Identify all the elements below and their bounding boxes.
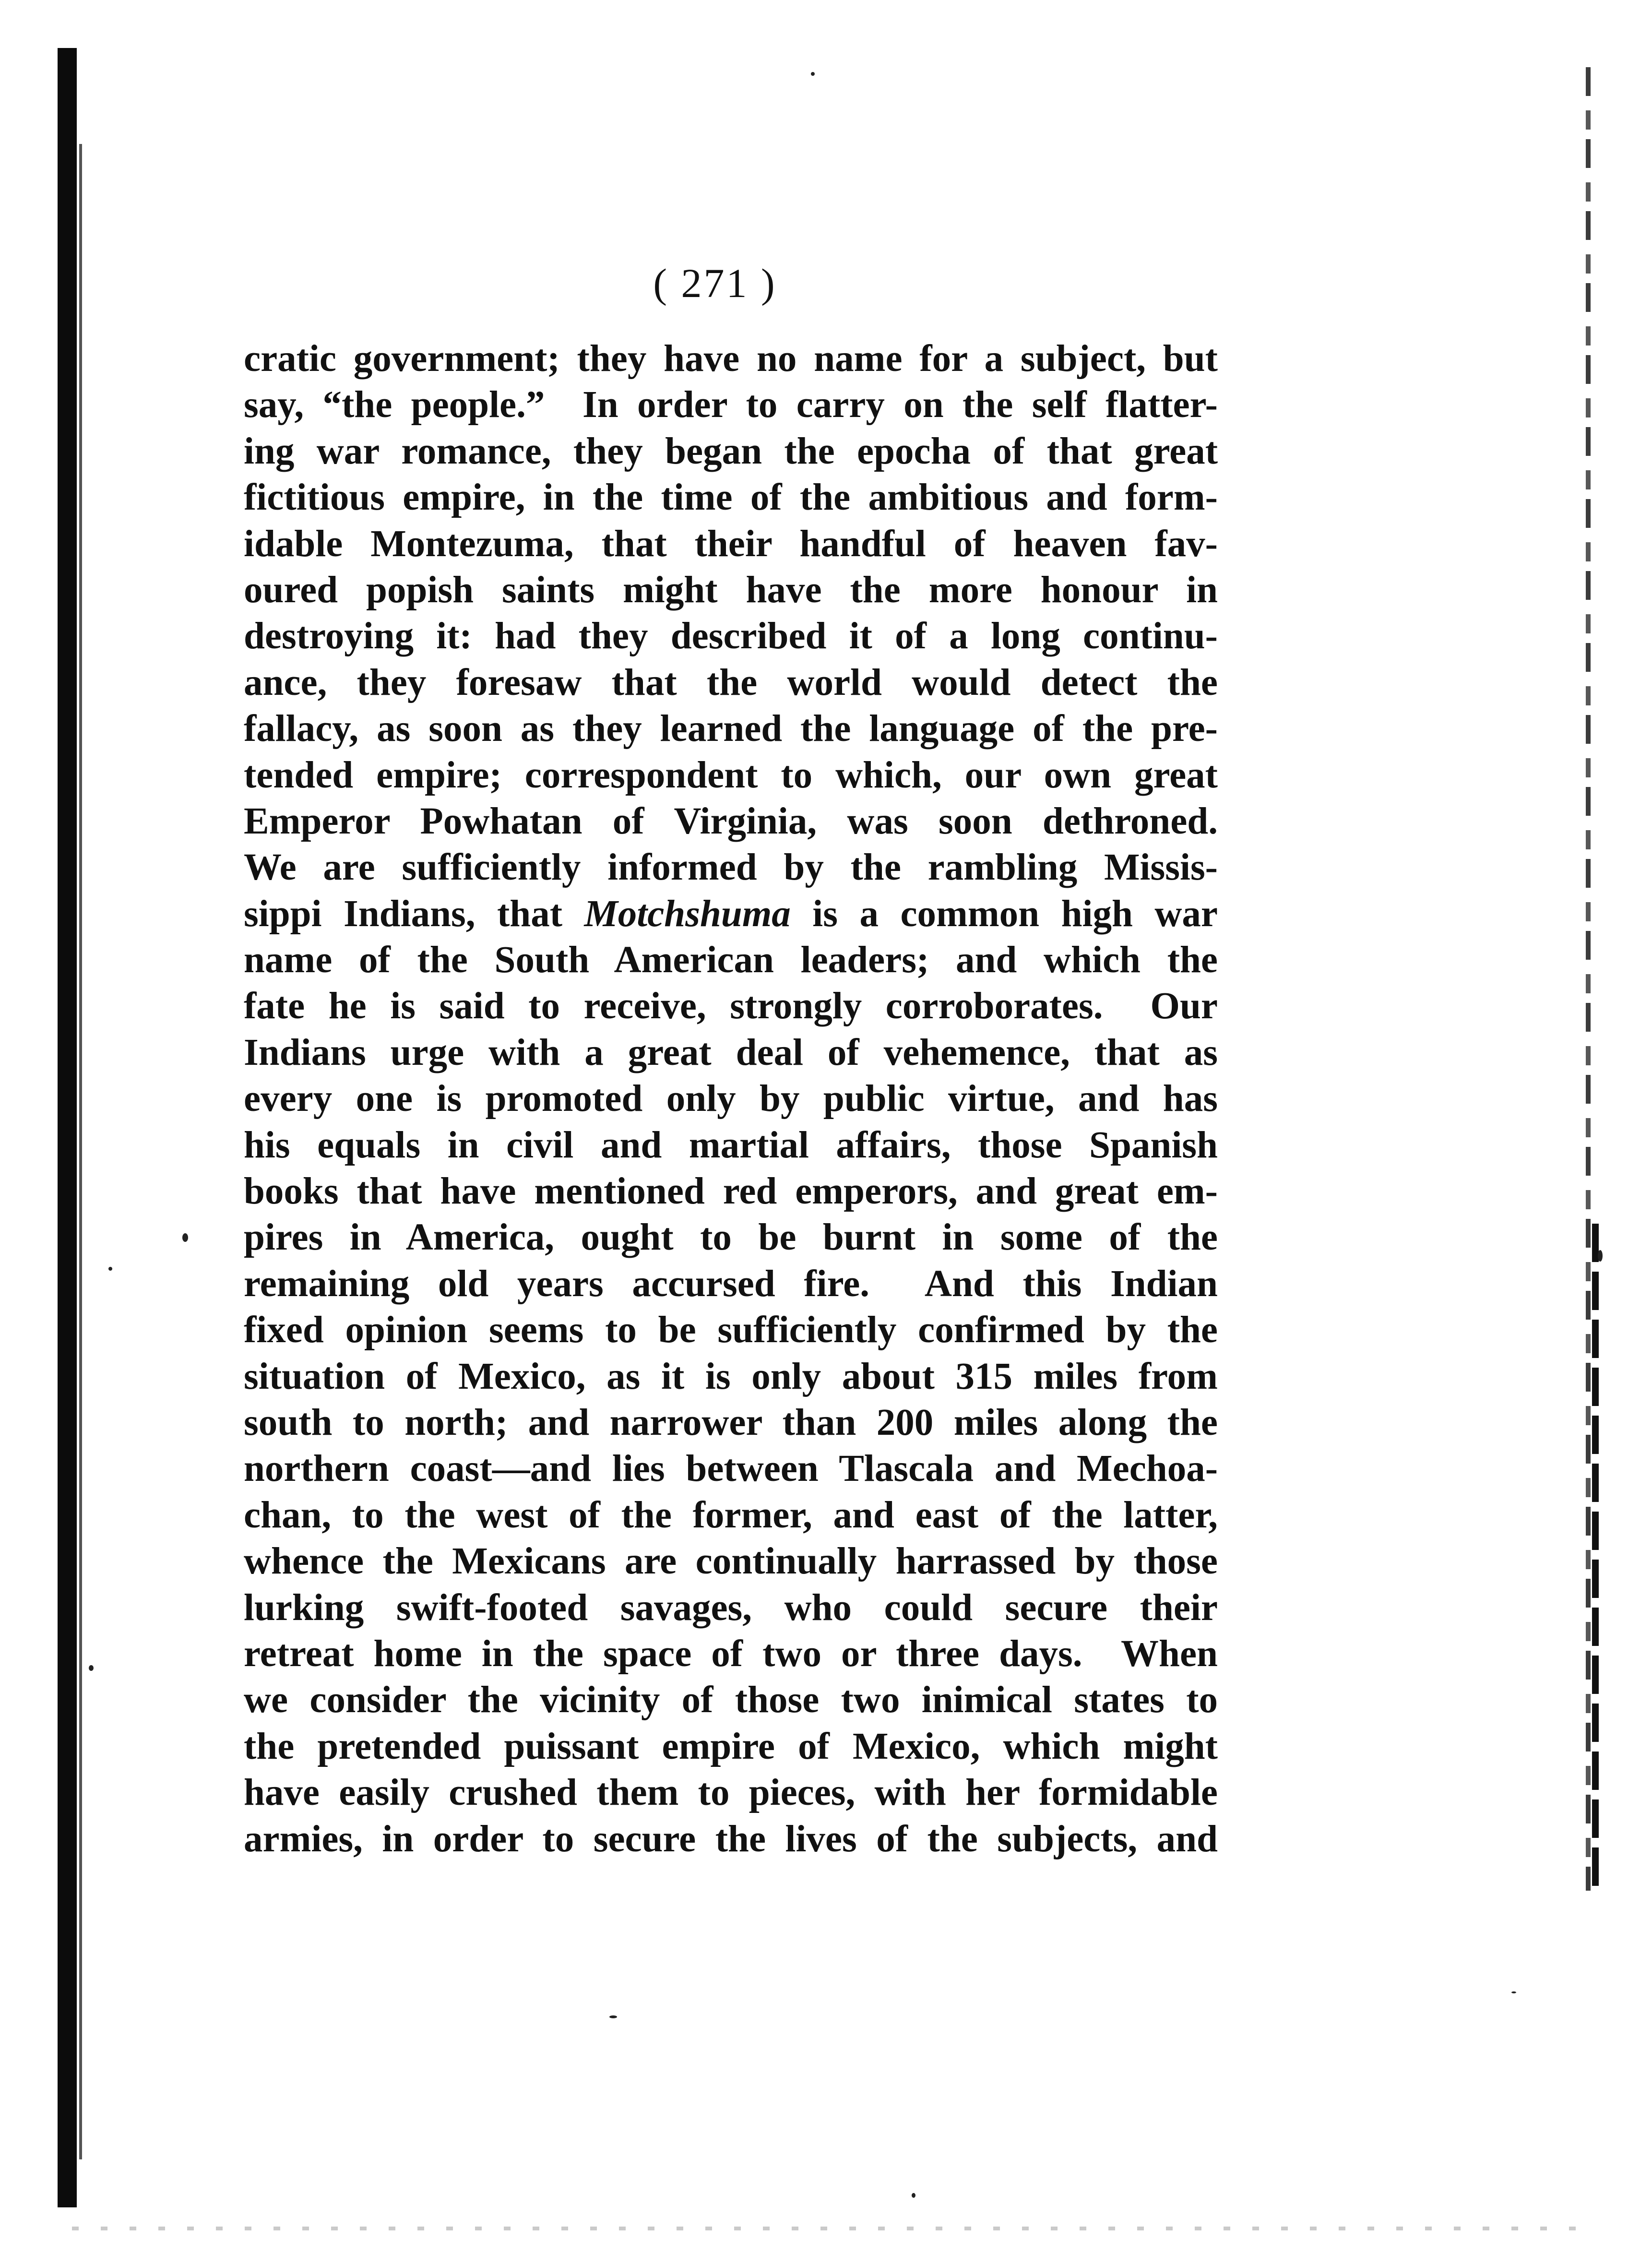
scan-speck	[912, 2193, 915, 2198]
text-line: south to north; and narrower than 200 miles along the	[244, 1401, 1218, 1443]
text-line: fallacy, as soon as they learned the language of the pre-	[244, 708, 1218, 750]
text-segment: sippi Indians, that	[244, 893, 584, 935]
text-line: fate he is said to receive, strongly corroborates. Our	[244, 985, 1218, 1027]
text-line: have easily crushed them to pieces, with her formidable	[244, 1772, 1218, 1814]
scan-speck	[1511, 1991, 1516, 1993]
text-line: name of the South American leaders; and which the	[244, 939, 1218, 981]
gutter-shadow-line	[79, 144, 82, 2159]
scan-speck	[1598, 1250, 1603, 1262]
text-line: armies, in order to secure the lives of the subjects, and	[244, 1818, 1218, 1860]
text-line: fixed opinion seems to be sufficiently confirmed by the	[244, 1309, 1218, 1351]
text-line: retreat home in the space of two or three days. When	[244, 1632, 1218, 1675]
text-line: oured popish saints might have the more honour in	[244, 569, 1218, 611]
text-line: remaining old years accursed fire. And this Indian	[244, 1263, 1218, 1305]
scan-speck	[89, 1665, 94, 1671]
gutter-shadow	[58, 48, 77, 2207]
text-line: ance, they foresaw that the world would detect the	[244, 661, 1218, 703]
scan-speck	[182, 1233, 188, 1242]
text-line: books that have mentioned red emperors, and great em-	[244, 1170, 1218, 1213]
bottom-scan-specks	[72, 2227, 1583, 2230]
scan-speck	[811, 72, 815, 76]
text-line: his equals in civil and martial affairs, those Spanish	[244, 1124, 1218, 1166]
text-line: pires in America, ought to be burnt in some of the	[244, 1216, 1218, 1259]
text-line: say, “the people.” In order to carry on the self flatter-	[244, 384, 1218, 426]
text-line: destroying it: had they described it of a long continu-	[244, 615, 1218, 657]
text-line: idable Montezuma, that their handful of heaven fav-	[244, 523, 1218, 565]
text-line: the pretended puissant empire of Mexico, which might	[244, 1725, 1218, 1767]
body-text	[244, 336, 1218, 1862]
text-line: northern coast—and lies between Tlascala and Mechoa-	[244, 1448, 1218, 1490]
text-line: whence the Mexicans are continually harrassed by those	[244, 1540, 1218, 1583]
italic-word: Motchshuma	[584, 893, 791, 935]
text-line: chan, to the west of the former, and east of the latter,	[244, 1494, 1218, 1536]
text-line	[244, 891, 1218, 937]
text-line: we consider the vicinity of those two inimical states to	[244, 1679, 1218, 1721]
text-line: situation of Mexico, as it is only about 315 miles from	[244, 1355, 1218, 1397]
scan-speck	[108, 1267, 112, 1271]
text-segment: is a common high war	[790, 893, 1218, 935]
text-line: cratic government; they have no name for a subject, but	[244, 338, 1218, 380]
right-page-edge	[1586, 67, 1591, 1891]
page-number: ( 271 )	[653, 260, 777, 306]
text-line: tended empire; correspondent to which, our own great	[244, 754, 1218, 796]
text-line: We are sufficiently informed by the rambling Missis-	[244, 846, 1218, 889]
right-page-edge-dark	[1592, 1224, 1599, 1886]
text-line: Indians urge with a great deal of vehemence, that as	[244, 1031, 1218, 1073]
text-line: Emperor Powhatan of Virginia, was soon dethroned.	[244, 800, 1218, 842]
scan-speck	[609, 2015, 617, 2018]
text-line: fictitious empire, in the time of the ambitious and form-	[244, 477, 1218, 519]
text-line: lurking swift-footed savages, who could secure their	[244, 1586, 1218, 1629]
text-line: ing war romance, they began the epocha of that great	[244, 430, 1218, 472]
text-line: every one is promoted only by public virtue, and has	[244, 1078, 1218, 1120]
